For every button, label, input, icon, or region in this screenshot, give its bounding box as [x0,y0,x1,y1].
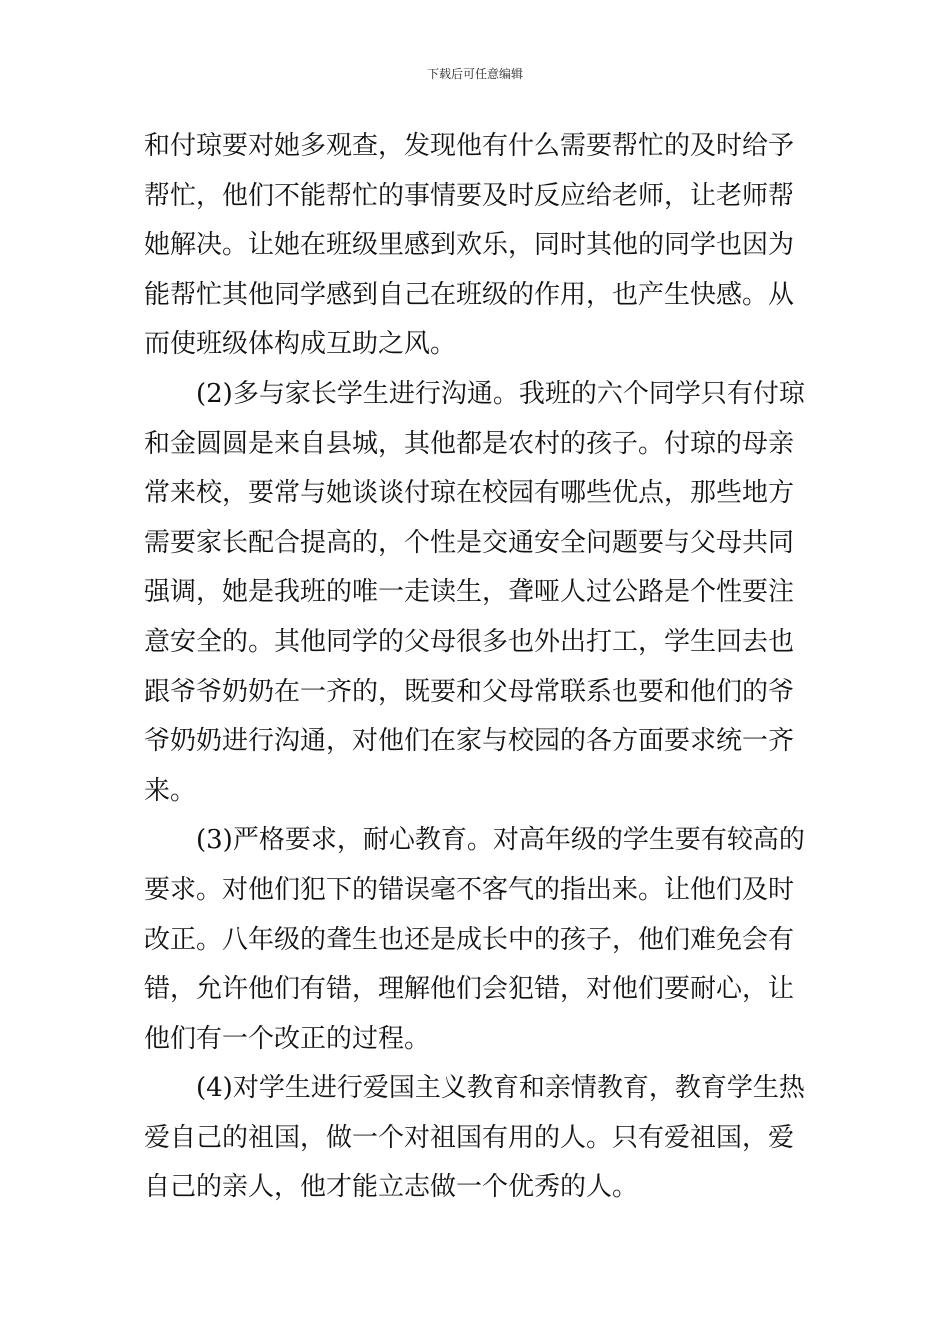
paragraph-line: 改正。八年级的聋生也还是成长中的孩子，他们难免会有 [144,924,795,955]
paragraph-line: 能帮忙其他同学感到自己在班级的作用，也产生快感。从 [144,279,795,310]
paragraph-line: 要求。对他们犯下的错误毫不客气的指出来。让他们及时 [144,874,795,905]
paragraph-2 [144,370,812,816]
paragraph-line: 和金圆圆是来自县城，其他都是农村的孩子。付琼的母亲 [144,428,795,459]
paragraph-line: 错，允许他们有错，理解他们会犯错，对他们要耐心，让 [144,974,795,1005]
paragraph-line: 自己的亲人，他才能立志做一个优秀的人。 [144,1172,639,1203]
paragraph-line: 爷奶奶进行沟通，对他们在家与校园的各方面要求统一齐 [144,726,795,757]
paragraph-line: 意安全的。其他同学的父母很多也外出打工，学生回去也 [144,626,795,657]
paragraph-4 [144,1064,812,1213]
paragraph-3 [144,816,812,1064]
paragraph-line: (2)多与家长学生进行沟通。我班的六个同学只有付琼 [196,378,805,409]
paragraph-1 [144,122,812,370]
paragraph-line: (3)严格要求，耐心教育。对高年级的学生要有较高的 [196,825,805,856]
paragraph-line: 跟爷爷奶奶在一齐的，既要和父母常联系也要和他们的爷 [144,676,795,707]
paragraph-line: 需要家长配合提高的，个性是交通安全问题要与父母共同 [144,527,795,558]
paragraph-line: 爱自己的祖国，做一个对祖国有用的人。只有爱祖国，爱 [144,1122,795,1153]
paragraph-line: 帮忙，他们不能帮忙的事情要及时反应给老师，让老师帮 [144,180,795,211]
page-header: 下载后可任意编辑 [426,67,523,81]
body-text [144,122,812,1213]
paragraph-line: 他们有一个改正的过程。 [144,1023,431,1054]
paragraph-line: 来。 [144,775,197,806]
paragraph-line: 强调，她是我班的唯一走读生，聋哑人过公路是个性要注 [144,577,795,608]
paragraph-line: 而使班级体构成互助之风。 [144,329,457,360]
paragraph-line: 常来校，要常与她谈谈付琼在校园有哪些优点，那些地方 [144,478,795,509]
paragraph-line: (4)对学生进行爱国主义教育和亲情教育，教育学生热 [196,1073,805,1104]
paragraph-line: 和付琼要对她多观查，发现他有什么需要帮忙的及时给予 [144,131,795,161]
paragraph-line: 她解决。让她在班级里感到欢乐，同时其他的同学也因为 [144,230,795,261]
